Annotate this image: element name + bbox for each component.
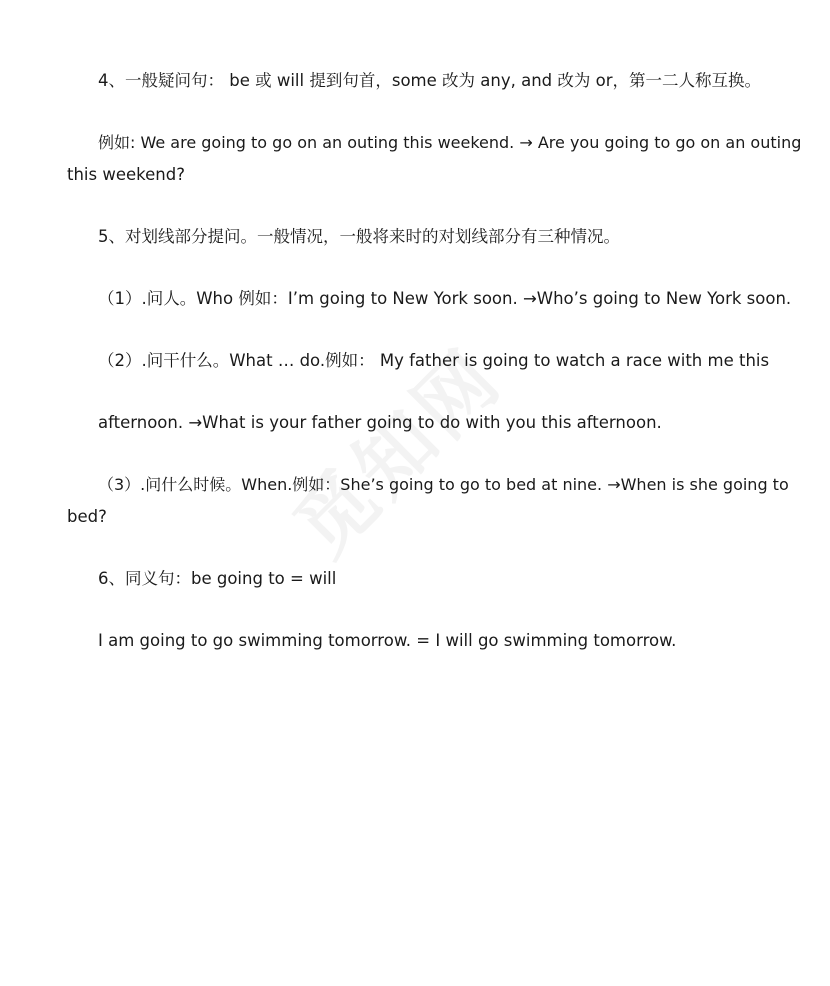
rule-5-case-3-line-1: （3）.问什么时候。When.例如：She’s going to go to bed at nine. →When is she going to — [98, 475, 789, 494]
example-6: I am going to go swimming tomorrow. = I will go swimming tomorrow. — [98, 631, 677, 650]
rule-5-case-3-line-2: bed? — [67, 507, 107, 526]
rule-6-synonym: 6、同义句：be going to = will — [98, 569, 337, 588]
rule-5-case-2-line-1: （2）.问干什么。What … do.例如： My father is going to watch a race with me this — [98, 351, 770, 370]
rule-5-case-1: （1）.问人。Who 例如：I’m going to New York soon. →Who’s going to New York soon. — [98, 289, 792, 308]
rule-4-general-question: 4、一般疑问句： be 或 will 提到句首，some 改为 any, and 改为 or，第一二人称互换。 — [98, 71, 761, 90]
example-4-line-1: 例如: We are going to go on an outing this weekend. → Are you going to go on an outing — [98, 133, 802, 152]
rule-5-underlined-question: 5、对划线部分提问。一般情况，一般将来时的对划线部分有三种情况。 — [98, 227, 620, 246]
rule-5-case-2-line-2: afternoon. →What is your father going to do with you this afternoon. — [98, 413, 662, 432]
example-4-line-2: this weekend? — [67, 165, 185, 184]
